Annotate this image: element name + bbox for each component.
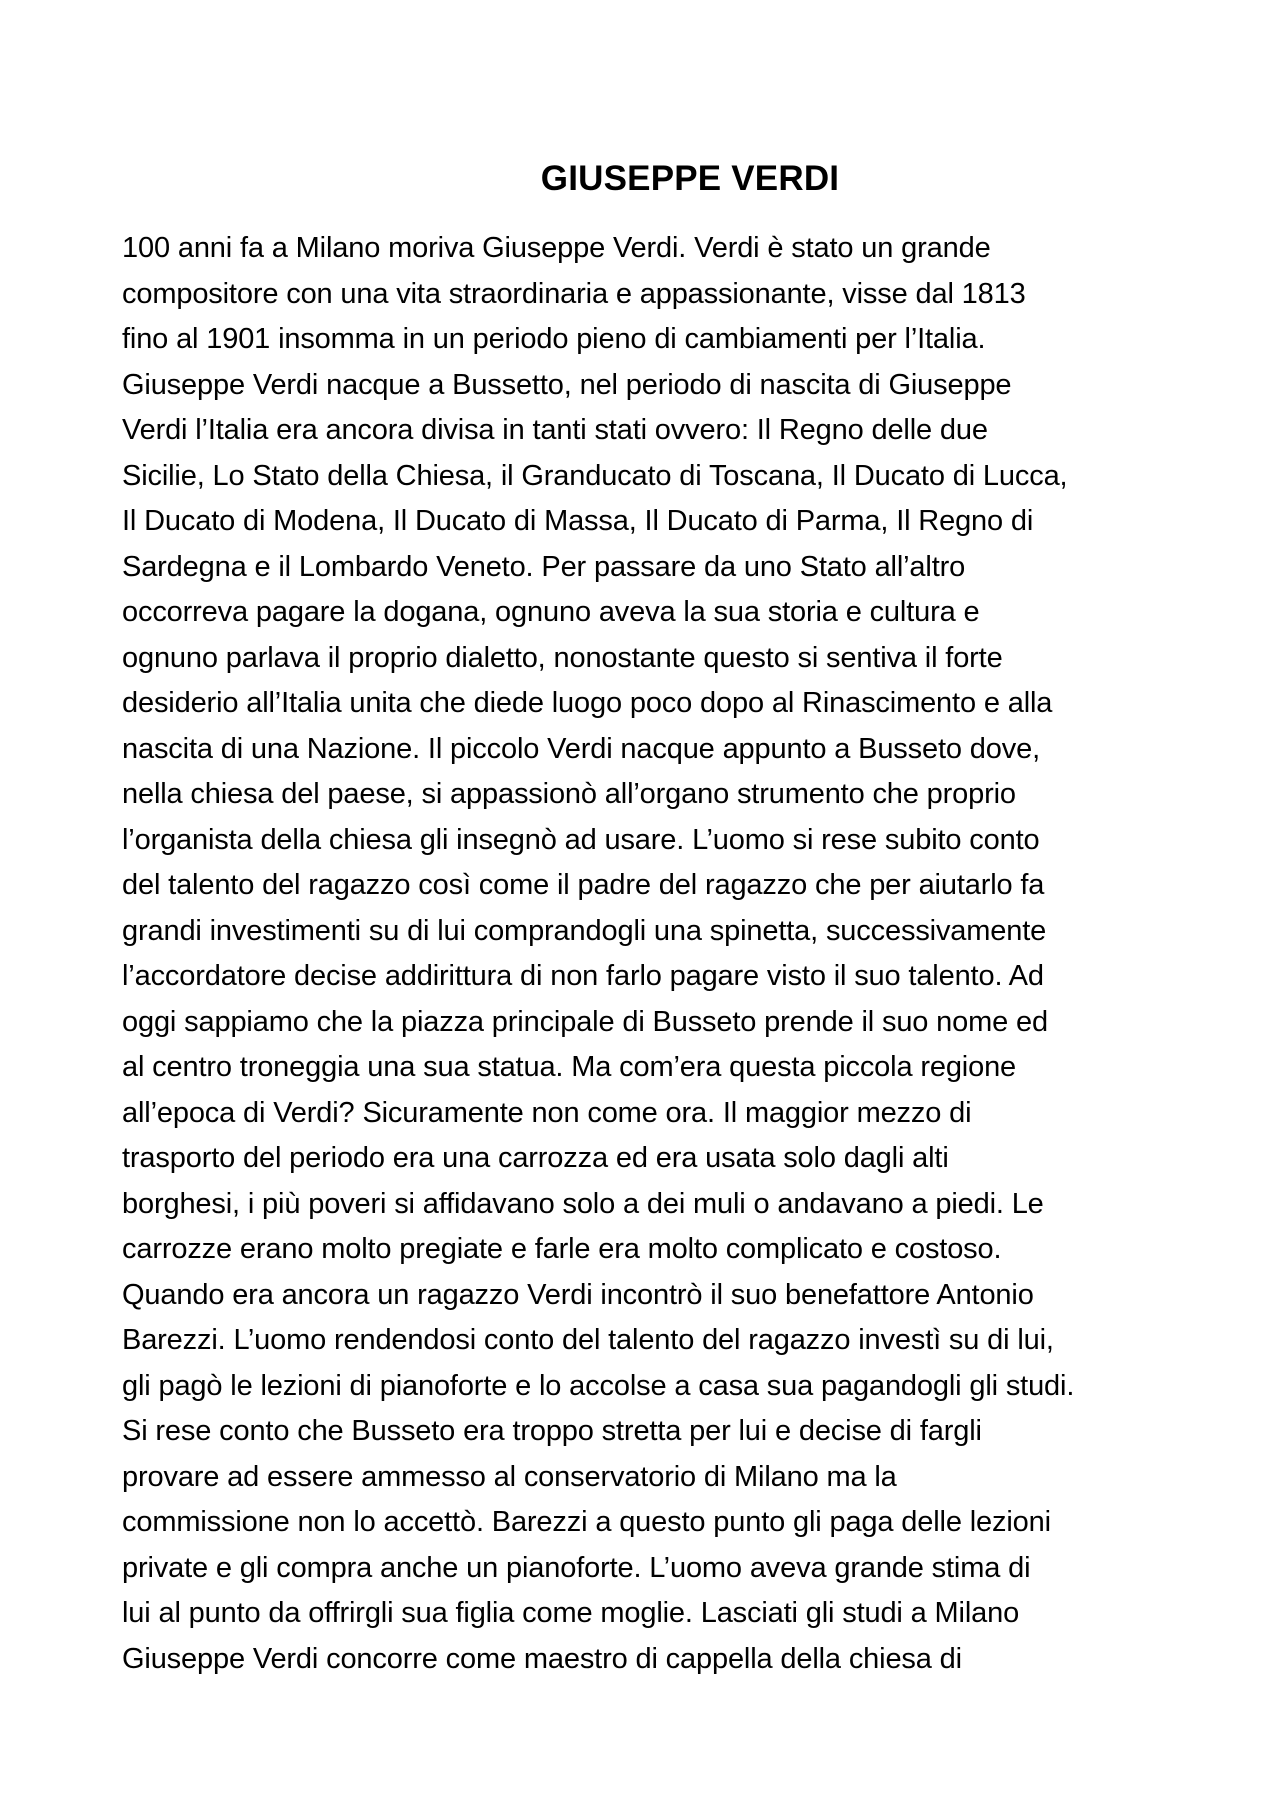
text-line: ognuno parlava il proprio dialetto, nonostante questo si sentiva il forte	[122, 641, 1003, 674]
text-line: del talento del ragazzo così come il padre del ragazzo che per aiutarlo fa	[122, 869, 1045, 901]
text-line: borghesi, i più poveri si affidavano solo a dei muli o andavano a piedi. Le	[122, 1187, 1044, 1220]
text-line: nascita di una Nazione. Il piccolo Verdi nacque appunto a Busseto dove,	[122, 732, 1040, 765]
text-line: oggi sappiamo che la piazza principale di Busseto prende il suo nome ed	[122, 1005, 1048, 1038]
text-line: Quando era ancora un ragazzo Verdi incontrò il suo benefattore Antonio	[122, 1278, 1034, 1311]
text-line: lui al punto da offrirgli sua figlia come moglie. Lasciati gli studi a Milano	[122, 1597, 1020, 1629]
text-line: al centro troneggia una sua statua. Ma com’era questa piccola regione	[122, 1051, 1017, 1083]
text-line: l’accordatore decise addirittura di non farlo pagare visto il suo talento. Ad	[122, 960, 1044, 992]
text-line: trasporto del periodo era una carrozza ed era usata solo dagli alti	[122, 1142, 949, 1174]
text-line: provare ad essere ammesso al conservatorio di Milano ma la	[122, 1460, 897, 1493]
text-line: Il Ducato di Modena, Il Ducato di Massa, Il Ducato di Parma, Il Regno di	[122, 505, 1034, 537]
text-line: Sardegna e il Lombardo Veneto. Per passare da uno Stato all’altro	[122, 550, 966, 583]
text-line: desiderio all’Italia unita che diede luogo poco dopo al Rinascimento e alla	[122, 687, 1053, 719]
text-line: Giuseppe Verdi concorre come maestro di cappella della chiesa di	[122, 1642, 962, 1675]
page-title: GIUSEPPE VERDI	[540, 159, 840, 198]
text-line: compositore con una vita straordinaria e appassionante, visse dal 1813	[122, 277, 1026, 310]
text-line: l’organista della chiesa gli insegnò ad usare. L’uomo si rese subito conto	[122, 823, 1040, 856]
text-line: Barezzi. L’uomo rendendosi conto del talento del ragazzo investì su di lui,	[122, 1324, 1054, 1356]
text-line: nella chiesa del paese, si appassionò all’organo strumento che proprio	[122, 778, 1016, 810]
body-paragraph	[122, 226, 1167, 1682]
text-line: Sicilie, Lo Stato della Chiesa, il Granducato di Toscana, Il Ducato di Lucca,	[122, 459, 1068, 492]
text-line: gli pagò le lezioni di pianoforte e lo accolse a casa sua pagandogli gli studi.	[122, 1369, 1075, 1402]
text-line: fino al 1901 insomma in un periodo pieno di cambiamenti per l’Italia.	[122, 323, 986, 355]
text-line: all’epoca di Verdi? Sicuramente non come ora. Il maggior mezzo di	[122, 1096, 972, 1129]
text-line: private e gli compra anche un pianoforte. L’uomo aveva grande stima di	[122, 1551, 1031, 1584]
text-line: carrozze erano molto pregiate e farle era molto complicato e costoso.	[122, 1233, 1002, 1265]
text-line: grandi investimenti su di lui comprandogli una spinetta, successivamente	[122, 914, 1047, 947]
text-line: Giuseppe Verdi nacque a Bussetto, nel periodo di nascita di Giuseppe	[122, 368, 1012, 401]
text-line: 100 anni fa a Milano moriva Giuseppe Verdi. Verdi è stato un grande	[122, 232, 991, 264]
text-line: Si rese conto che Busseto era troppo stretta per lui e decise di fargli	[122, 1415, 982, 1447]
text-line: occorreva pagare la dogana, ognuno aveva la sua storia e cultura e	[122, 596, 980, 628]
text-line: Verdi l’Italia era ancora divisa in tanti stati ovvero: Il Regno delle due	[122, 414, 988, 446]
text-line: commissione non lo accettò. Barezzi a questo punto gli paga delle lezioni	[122, 1506, 1051, 1538]
